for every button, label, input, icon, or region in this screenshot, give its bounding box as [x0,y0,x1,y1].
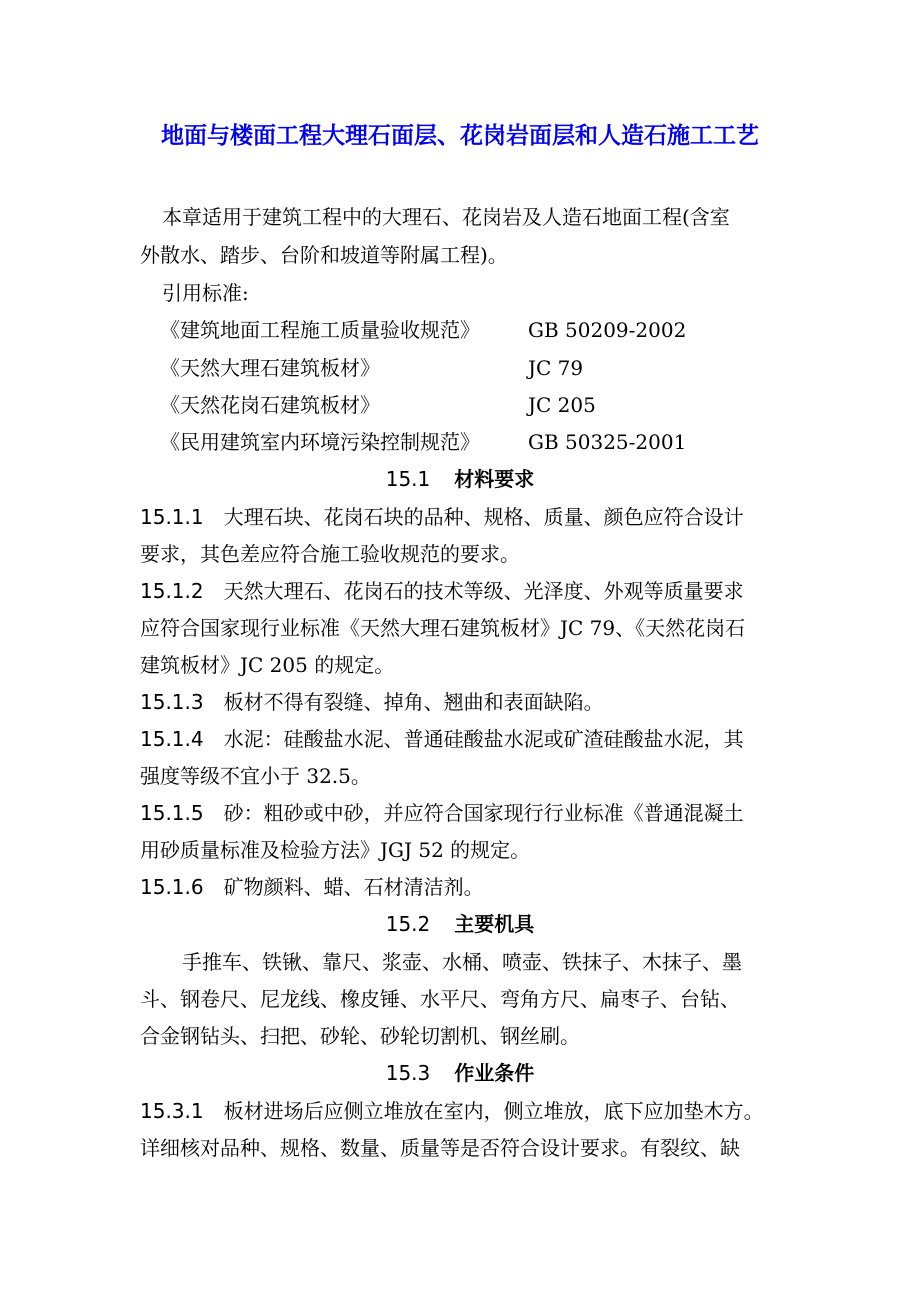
clause-text: 矿物颜料、蜡、石材清洁剂。 [223,875,484,899]
section-heading [0,910,920,938]
clause-line [140,688,604,716]
clause-number: 15.1.2 [140,579,204,603]
clause-line [140,1097,764,1125]
section-heading [0,1059,920,1087]
reference-label: 引用标准: [162,281,249,305]
clause-continuation: 强度等级不宜小于 32.5。 [140,764,371,788]
section-title: 主要机具 [454,912,535,936]
clause-number: 15.3.1 [140,1099,204,1123]
document-title: 地面与楼面工程大理石面层、花岗岩面层和人造石施工工艺 [161,123,759,149]
clause-text: 板材不得有裂缝、掉角、翘曲和表面缺陷。 [223,690,604,714]
clause-text: 大理石块、花岗石块的品种、规格、质量、颜色应符合设计 [223,505,744,529]
section-number: 15.1 [385,467,431,491]
section-number: 15.3 [385,1061,431,1085]
reference-name: 《建筑地面工程施工质量验收规范》 [160,318,480,342]
reference-code: GB 50325-2001 [528,430,687,454]
intro-line-1: 本章适用于建筑工程中的大理石、花岗岩及人造石地面工程(含室 [162,205,730,229]
clause-continuation: 应符合国家现行业标准《天然大理石建筑板材》JC 79、《天然花岗石 [140,616,746,640]
section-number: 15.2 [385,912,431,936]
clause-continuation: 要求，其色差应符合施工验收规范的要求。 [140,542,520,566]
clause-number: 15.1.6 [140,875,204,899]
reference-name: 《天然花岗石建筑板材》 [160,393,380,417]
intro-line-2: 外散水、踏步、台阶和坡道等附属工程)。 [140,243,508,267]
reference-name: 《民用建筑室内环境污染控制规范》 [160,430,480,454]
section-title: 材料要求 [454,467,535,491]
clause-line [140,577,744,605]
reference-name: 《天然大理石建筑板材》 [160,356,380,380]
clause-text: 水泥：硅酸盐水泥、普通硅酸盐水泥或矿渣硅酸盐水泥，其 [223,727,744,751]
clause-continuation: 用砂质量标准及检验方法》JGJ 52 的规定。 [140,838,531,862]
clause-line [140,873,484,901]
section-title: 作业条件 [454,1061,535,1085]
clause-text: 砂：粗砂或中砂，并应符合国家现行行业标准《普通混凝土 [223,801,744,825]
clause-continuation: 建筑板材》JC 205 的规定。 [140,653,395,677]
reference-code: JC 205 [528,393,596,417]
clause-text: 板材进场后应侧立堆放在室内，侧立堆放，底下应加垫木方。 [223,1099,764,1123]
clause-continuation: 详细核对品种、规格、数量、质量等是否符合设计要求。有裂纹、缺 [140,1136,740,1160]
clause-number: 15.1.1 [140,505,204,529]
reference-code: GB 50209-2002 [528,318,687,342]
tools-line: 斗、钢卷尺、尼龙线、橡皮锤、水平尺、弯角方尺、扁枣子、台钻、 [140,987,740,1011]
clause-line [140,503,744,531]
section-heading [0,465,920,493]
reference-code: JC 79 [528,356,584,380]
clause-line [140,799,744,827]
clause-number: 15.1.5 [140,801,204,825]
clause-text: 天然大理石、花岗石的技术等级、光泽度、外观等质量要求 [223,579,744,603]
tools-line: 合金钢钻头、扫把、砂轮、砂轮切割机、钢丝刷。 [140,1024,580,1048]
tools-line: 手推车、铁锹、靠尺、浆壶、水桶、喷壶、铁抹子、木抹子、墨 [182,950,742,974]
clause-number: 15.1.3 [140,690,204,714]
clause-line [140,725,744,753]
clause-number: 15.1.4 [140,727,204,751]
